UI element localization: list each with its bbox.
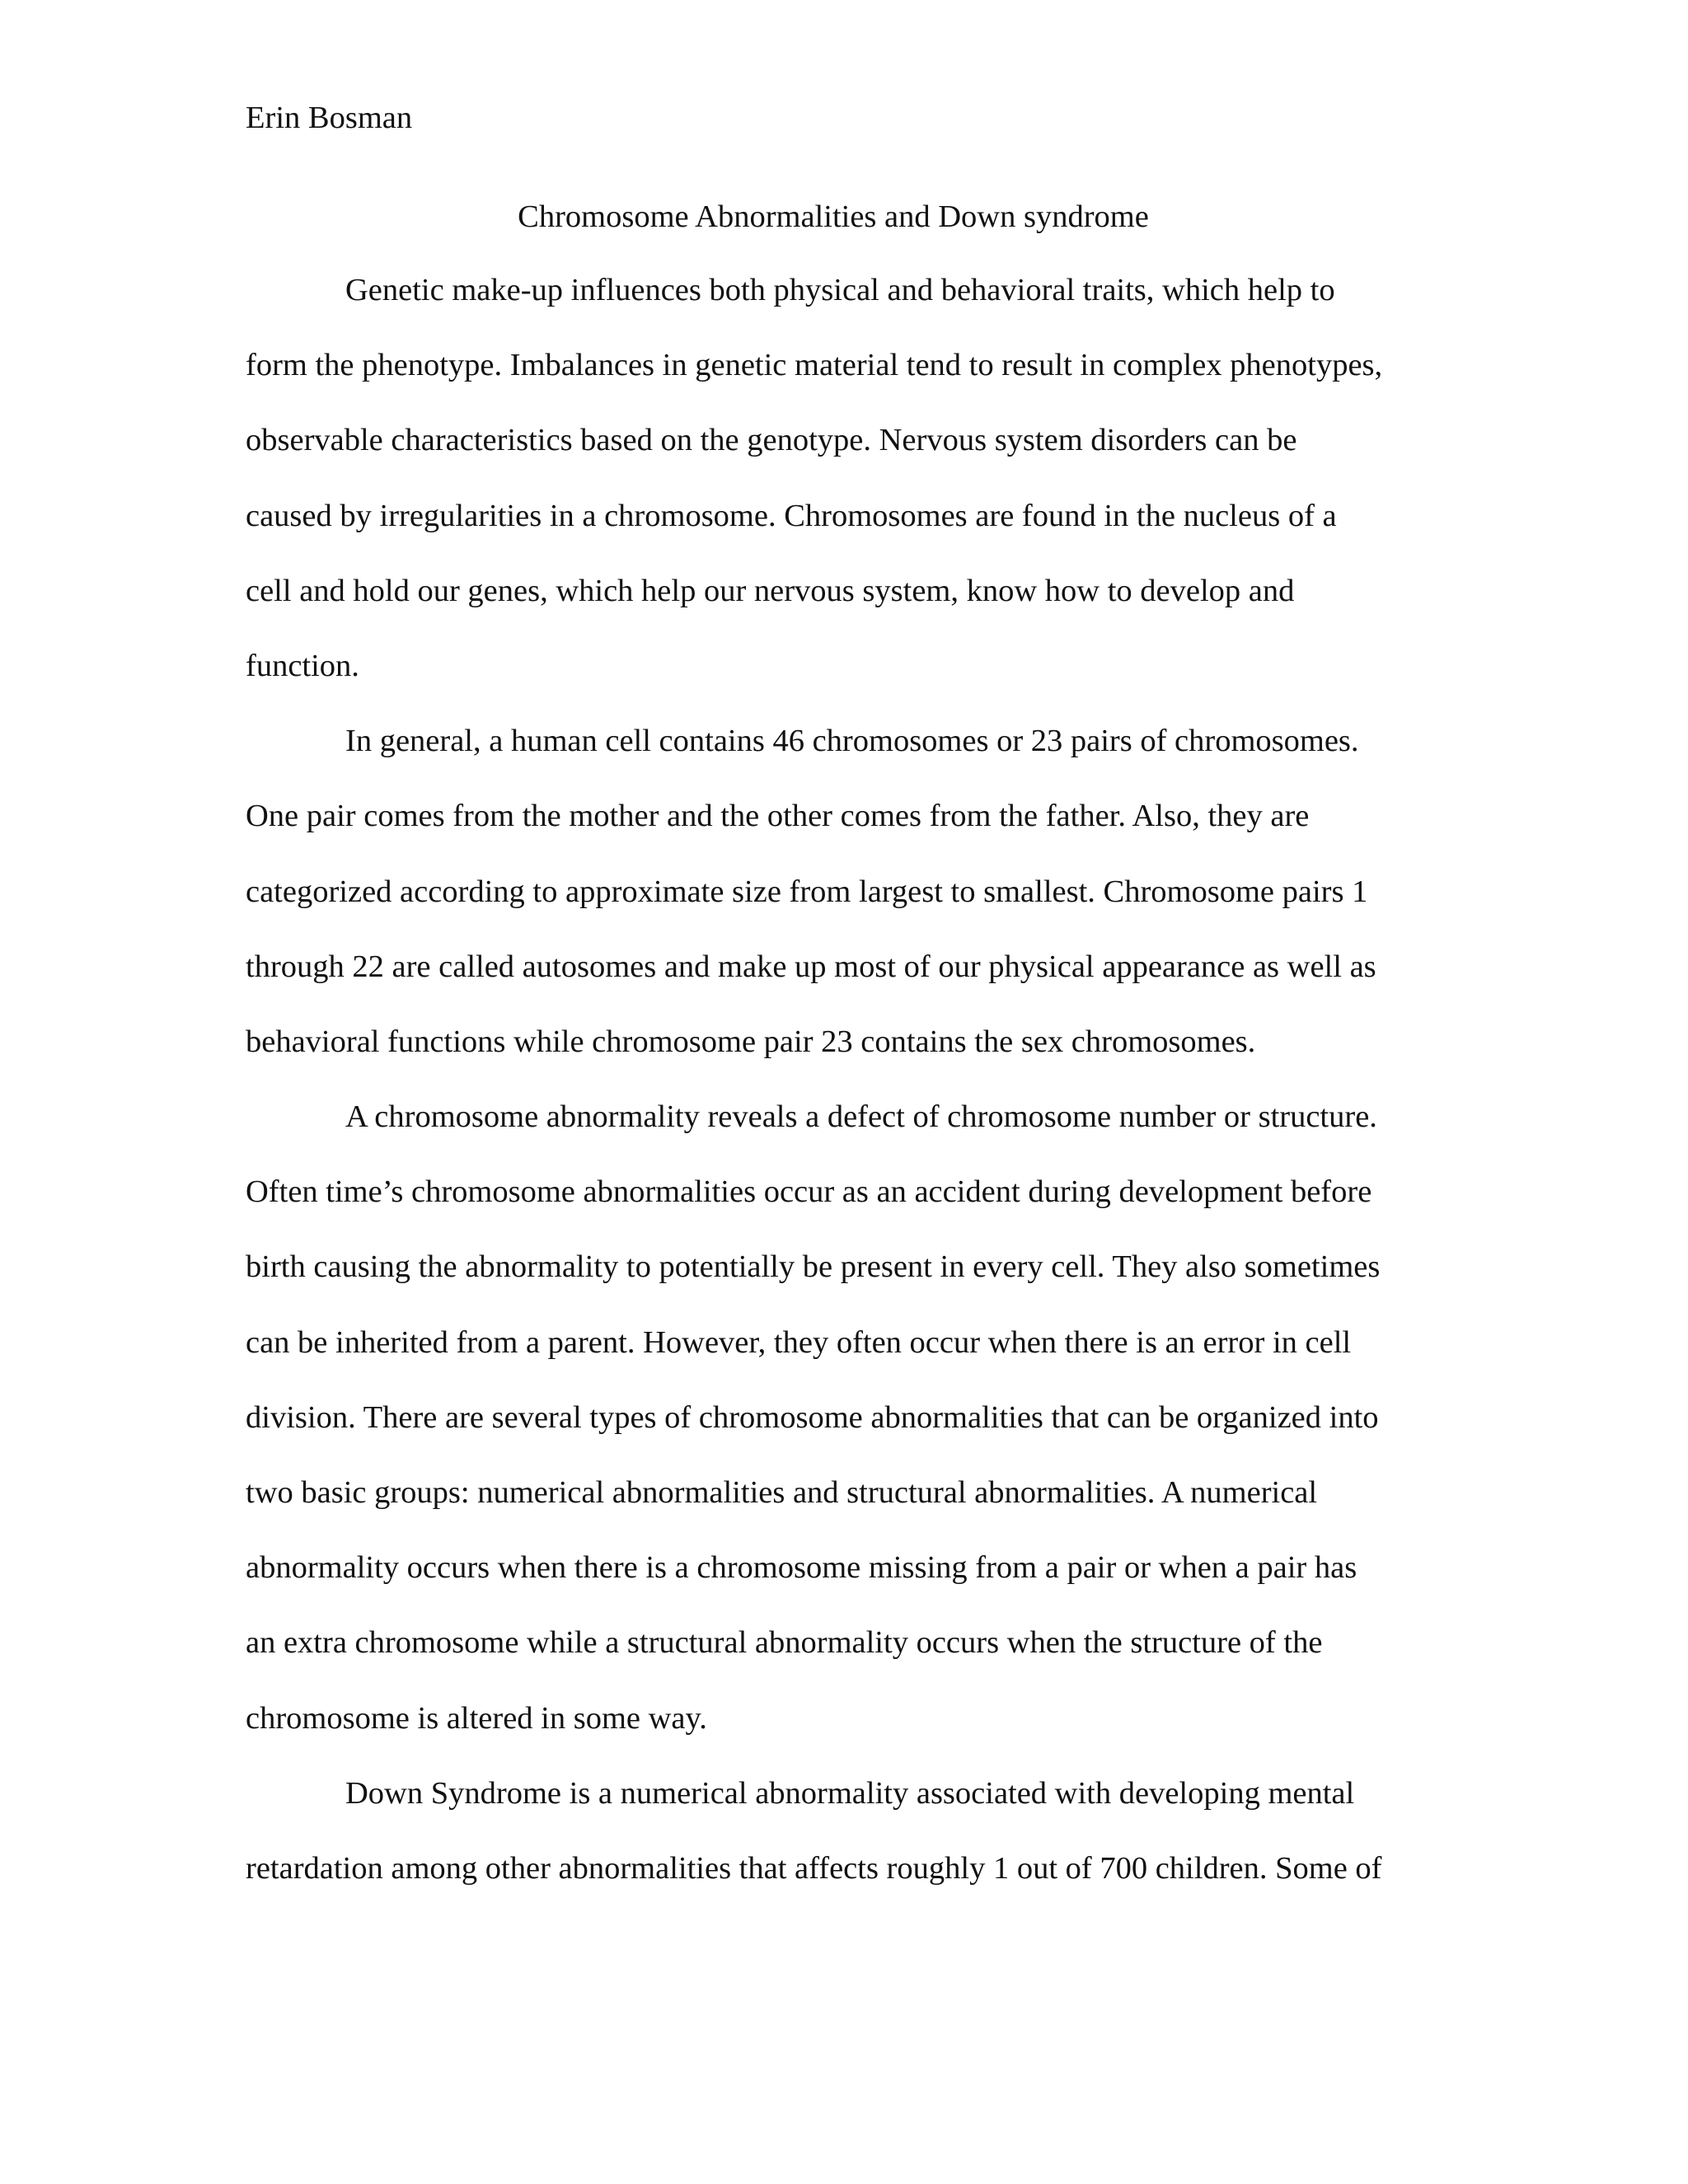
paragraph-4	[246, 1773, 1449, 1923]
text-line: birth causing the abnormality to potentially be present in every cell. They also sometimes	[246, 1249, 1381, 1285]
paragraph-2	[246, 720, 1449, 1096]
text-line: One pair comes from the mother and the other comes from the father. Also, they are	[246, 799, 1310, 834]
text-line: form the phenotype. Imbalances in genetic material tend to result in complex phenotypes,	[246, 348, 1383, 383]
text-line: In general, a human cell contains 46 chromosomes or 23 pairs of chromosomes.	[345, 724, 1359, 759]
document-title: Chromosome Abnormalities and Down syndrome	[518, 199, 1149, 234]
text-line: Down Syndrome is a numerical abnormality associated with developing mental	[345, 1775, 1355, 1811]
paragraph-3	[246, 1096, 1449, 1773]
body-text	[246, 269, 1449, 1923]
paragraph-1	[246, 269, 1449, 720]
text-line: Often time’s chromosome abnormalities occur as an accident during development before	[246, 1174, 1372, 1210]
text-line: abnormality occurs when there is a chromosome missing from a pair or when a pair has	[246, 1550, 1357, 1586]
text-line: through 22 are called autosomes and make up most of our physical appearance as well as	[246, 949, 1376, 984]
text-line: A chromosome abnormality reveals a defect of chromosome number or structure.	[345, 1099, 1377, 1135]
text-line: division. There are several types of chromosome abnormalities that can be organized into	[246, 1399, 1379, 1435]
text-line: behavioral functions while chromosome pair 23 contains the sex chromosomes.	[246, 1024, 1256, 1059]
text-line: two basic groups: numerical abnormalities and structural abnormalities. A numerical	[246, 1475, 1318, 1510]
author-name: Erin Bosman	[246, 101, 413, 135]
text-line: caused by irregularities in a chromosome. Chromosomes are found in the nucleus of a	[246, 498, 1337, 533]
text-line: observable characteristics based on the genotype. Nervous system disorders can be	[246, 423, 1297, 458]
text-line: categorized according to approximate size from largest to smallest. Chromosome pairs 1	[246, 874, 1368, 909]
text-line: function.	[246, 648, 359, 683]
text-line: chromosome is altered in some way.	[246, 1700, 707, 1736]
text-line: retardation among other abnormalities that affects roughly 1 out of 700 children. Some of	[246, 1850, 1382, 1886]
text-line: Genetic make-up influences both physical and behavioral traits, which help to	[345, 273, 1335, 307]
text-line: can be inherited from a parent. However, they often occur when there is an error in cell	[246, 1324, 1352, 1360]
text-line: an extra chromosome while a structural abnormality occurs when the structure of the	[246, 1625, 1323, 1661]
text-line: cell and hold our genes, which help our nervous system, know how to develop and	[246, 573, 1295, 608]
